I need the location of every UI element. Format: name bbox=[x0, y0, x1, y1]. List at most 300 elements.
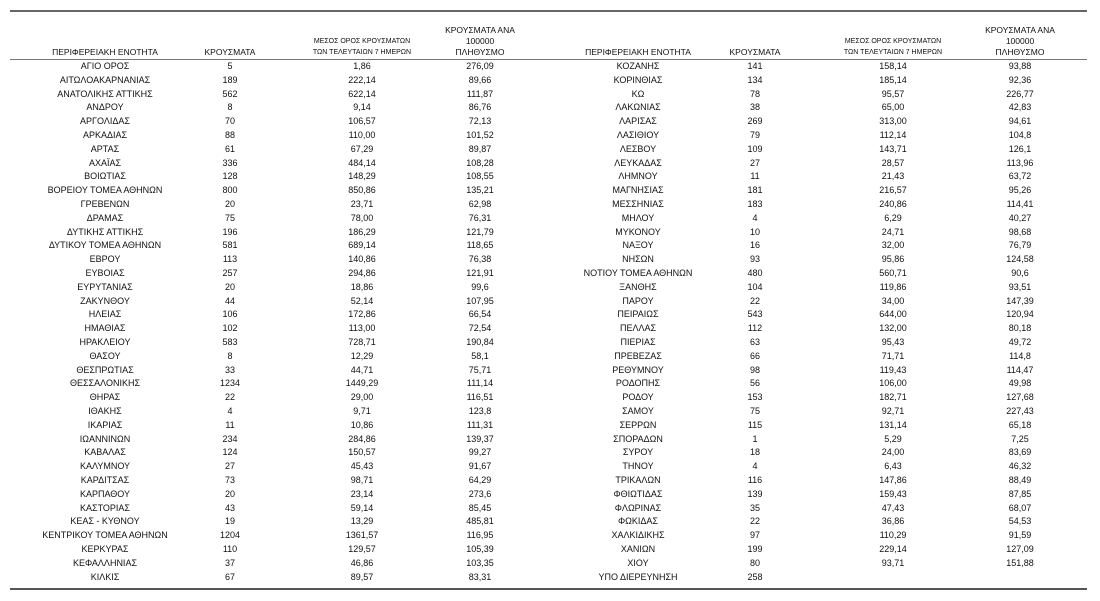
per100k-cell: 121,91 bbox=[466, 268, 494, 278]
region-cell: ΚΑΡΔΙΤΣΑΣ bbox=[80, 475, 130, 485]
per100k-cell: 99,27 bbox=[468, 447, 492, 458]
per100k-cell: 111,31 bbox=[466, 419, 494, 430]
per100k-cell: 103,35 bbox=[466, 557, 494, 568]
avg-cell: 92,71 bbox=[881, 406, 905, 416]
region-cell: ΚΟΖΑΝΗΣ bbox=[616, 61, 660, 71]
region-cell: ΜΥΚΟΝΟΥ bbox=[615, 226, 661, 237]
per100k-cell: 276,09 bbox=[466, 61, 494, 71]
avg-cell: 119,43 bbox=[879, 364, 907, 375]
table-row bbox=[0, 281, 1100, 295]
region-cell: ΚΕΡΚΥΡΑΣ bbox=[81, 544, 129, 554]
region-cell: ΚΙΛΚΙΣ bbox=[90, 571, 120, 582]
region-cell: ΦΛΩΡΙΝΑΣ bbox=[614, 502, 662, 513]
avg-cell: 6,43 bbox=[884, 461, 902, 472]
avg-cell: 147,86 bbox=[879, 475, 907, 485]
cases-cell: 16 bbox=[749, 240, 760, 251]
cases-cell: 20 bbox=[224, 281, 235, 292]
avg-cell: 59,14 bbox=[350, 502, 374, 513]
per100k-cell: 114,47 bbox=[1006, 364, 1034, 375]
cases-cell: 110 bbox=[222, 544, 238, 554]
cases-cell: 35 bbox=[749, 502, 760, 513]
avg-cell: 95,86 bbox=[881, 254, 905, 265]
per100k-cell: 116,95 bbox=[466, 530, 494, 541]
per100k-cell: 108,28 bbox=[466, 157, 494, 168]
region-cell: ΑΡΓΟΛΙΔΑΣ bbox=[80, 116, 130, 127]
cases-cell: 106 bbox=[222, 309, 238, 320]
region-cell: ΤΡΙΚΑΛΩΝ bbox=[615, 475, 661, 485]
table-row bbox=[0, 74, 1100, 88]
avg-cell: 36,86 bbox=[881, 516, 905, 527]
header-avg-right: ΜΕΣΟΣ ΟΡΟΣ ΚΡΟΥΣΜΑΤΩΝ ΤΩΝ ΤΕΛΕΥΤΑΙΩΝ 7 ΗΜΕΡΩΝ bbox=[843, 38, 943, 56]
header-cases-left: ΚΡΟΥΣΜΑΤΑ bbox=[204, 47, 256, 57]
region-cell: ΠΑΡΟΥ bbox=[622, 295, 654, 306]
region-cell: ΡΟΔΟΥ bbox=[622, 392, 654, 403]
avg-cell: 1361,57 bbox=[345, 530, 379, 541]
region-cell: ΠΕΙΡΑΙΩΣ bbox=[617, 309, 659, 320]
region-cell: ΗΛΕΙΑΣ bbox=[88, 309, 122, 320]
table-row bbox=[0, 198, 1100, 212]
region-cell: ΚΑΡΠΑΘΟΥ bbox=[79, 488, 131, 499]
cases-cell: 109 bbox=[747, 143, 763, 154]
header-cases-right: ΚΡΟΥΣΜΑΤΑ bbox=[729, 47, 781, 57]
avg-cell: 13,29 bbox=[350, 516, 374, 527]
table-row bbox=[0, 308, 1100, 322]
avg-cell: 150,57 bbox=[348, 447, 376, 458]
per100k-cell: 485,81 bbox=[466, 516, 494, 527]
cases-cell: 61 bbox=[224, 143, 235, 154]
avg-cell: 32,00 bbox=[881, 240, 905, 251]
avg-cell: 131,14 bbox=[879, 419, 907, 430]
cases-cell: 562 bbox=[222, 88, 238, 99]
header-per100k-right: ΚΡΟΥΣΜΑΤΑ ΑΝΑ 100000 ΠΛΗΘΥΣΜΟ bbox=[985, 25, 1055, 57]
cases-cell: 581 bbox=[222, 240, 238, 251]
table-row bbox=[0, 419, 1100, 433]
cases-cell: 181 bbox=[747, 185, 763, 196]
region-cell: ΚΑΒΑΛΑΣ bbox=[84, 447, 126, 458]
avg-cell: 6,29 bbox=[884, 212, 902, 223]
per100k-cell: 76,31 bbox=[468, 212, 492, 223]
cases-cell: 199 bbox=[747, 544, 763, 554]
per100k-cell: 101,52 bbox=[466, 130, 494, 140]
cases-cell: 196 bbox=[222, 226, 238, 237]
per100k-cell: 93,88 bbox=[1008, 61, 1032, 71]
region-cell: ΝΑΞΟΥ bbox=[622, 240, 654, 251]
avg-cell: 23,71 bbox=[350, 199, 374, 209]
cases-cell: 480 bbox=[747, 268, 763, 278]
per100k-cell: 151,88 bbox=[1006, 557, 1034, 568]
cases-cell: 800 bbox=[222, 185, 238, 196]
cases-cell: 33 bbox=[224, 364, 235, 375]
avg-cell: 24,71 bbox=[881, 226, 905, 237]
avg-cell: 24,00 bbox=[881, 447, 905, 458]
avg-cell: 112,14 bbox=[879, 130, 907, 140]
header-avg-left: ΜΕΣΟΣ ΟΡΟΣ ΚΡΟΥΣΜΑΤΩΝ ΤΩΝ ΤΕΛΕΥΤΑΙΩΝ 7 ΗΜΕΡΩΝ bbox=[312, 38, 412, 56]
cases-cell: 93 bbox=[749, 254, 760, 265]
cases-cell: 139 bbox=[747, 488, 763, 499]
table-row bbox=[0, 295, 1100, 309]
region-cell: ΘΑΣΟΥ bbox=[89, 350, 121, 361]
cases-cell: 124 bbox=[222, 447, 238, 458]
header-region-right: ΠΕΡΙΦΕΡΕΙΑΚΗ ΕΝΟΤΗΤΑ bbox=[585, 47, 691, 57]
region-cell: ΣΕΡΡΩΝ bbox=[619, 419, 657, 430]
table-row bbox=[0, 226, 1100, 240]
cases-cell: 5 bbox=[227, 61, 233, 71]
cases-cell: 27 bbox=[749, 157, 760, 168]
table-row bbox=[0, 184, 1100, 198]
avg-cell: 1449,29 bbox=[345, 378, 379, 389]
cases-cell: 234 bbox=[222, 433, 238, 444]
cases-cell: 104 bbox=[747, 281, 763, 292]
region-cell: ΧΙΟΥ bbox=[627, 557, 649, 568]
region-cell: ΕΒΡΟΥ bbox=[89, 254, 121, 265]
region-cell: ΚΕΑΣ - ΚΥΘΝΟΥ bbox=[70, 516, 140, 527]
table-row bbox=[0, 60, 1100, 74]
avg-cell: 240,86 bbox=[879, 199, 907, 209]
avg-cell: 23,14 bbox=[350, 488, 374, 499]
region-cell: ΛΑΡΙΣΑΣ bbox=[619, 116, 657, 127]
per100k-cell: 127,68 bbox=[1006, 392, 1034, 403]
cases-cell: 115 bbox=[747, 419, 763, 430]
cases-cell: 583 bbox=[222, 337, 238, 347]
table-row bbox=[0, 115, 1100, 129]
per100k-cell: 118,65 bbox=[466, 240, 494, 251]
cases-cell: 75 bbox=[224, 212, 235, 223]
region-cell: ΝΟΤΙΟΥ ΤΟΜΕΑ ΑΘΗΝΩΝ bbox=[583, 268, 693, 278]
per100k-cell: 46,32 bbox=[1008, 461, 1032, 472]
cases-cell: 22 bbox=[224, 392, 235, 403]
avg-cell: 143,71 bbox=[879, 143, 907, 154]
region-cell: ΦΘΙΩΤΙΔΑΣ bbox=[613, 488, 663, 499]
table-row bbox=[0, 336, 1100, 350]
header-per100k-left: ΚΡΟΥΣΜΑΤΑ ΑΝΑ 100000 ΠΛΗΘΥΣΜΟ bbox=[445, 25, 515, 57]
per100k-cell: 88,49 bbox=[1008, 475, 1032, 485]
region-cell: ΠΙΕΡΙΑΣ bbox=[620, 337, 656, 347]
region-cell: ΛΕΥΚΑΔΑΣ bbox=[614, 157, 662, 168]
region-cell: ΔΥΤΙΚΟΥ ΤΟΜΕΑ ΑΘΗΝΩΝ bbox=[48, 240, 162, 251]
region-cell: ΚΕΝΤΡΙΚΟΥ ΤΟΜΕΑ ΑΘΗΝΩΝ bbox=[42, 530, 168, 541]
per100k-cell: 99,6 bbox=[471, 281, 489, 292]
per100k-cell: 40,27 bbox=[1008, 212, 1032, 223]
cases-cell: 38 bbox=[749, 102, 760, 113]
table-row bbox=[0, 157, 1100, 171]
per100k-cell: 120,94 bbox=[1006, 309, 1034, 320]
cases-cell: 70 bbox=[224, 116, 235, 127]
region-cell: ΕΥΒΟΙΑΣ bbox=[85, 268, 125, 278]
cases-cell: 80 bbox=[749, 557, 760, 568]
table-row bbox=[0, 88, 1100, 102]
avg-cell: 294,86 bbox=[348, 268, 376, 278]
per100k-cell: 104,8 bbox=[1008, 130, 1032, 140]
table-row bbox=[0, 253, 1100, 267]
avg-cell: 46,86 bbox=[350, 557, 374, 568]
per100k-cell: 123,8 bbox=[468, 406, 492, 416]
region-cell: ΜΕΣΣΗΝΙΑΣ bbox=[612, 199, 664, 209]
cases-cell: 112 bbox=[747, 323, 763, 334]
avg-cell: 110,00 bbox=[348, 130, 376, 140]
cases-cell: 10 bbox=[749, 226, 760, 237]
avg-cell: 129,57 bbox=[348, 544, 376, 554]
avg-cell: 644,00 bbox=[879, 309, 907, 320]
top-rule bbox=[10, 10, 1087, 12]
avg-cell: 313,00 bbox=[879, 116, 907, 127]
per100k-cell: 108,55 bbox=[466, 171, 494, 182]
cases-cell: 19 bbox=[224, 516, 235, 527]
cases-cell: 20 bbox=[224, 199, 235, 209]
region-cell: ΔΥΤΙΚΗΣ ΑΤΤΙΚΗΣ bbox=[66, 226, 144, 237]
region-cell: ΙΚΑΡΙΑΣ bbox=[87, 419, 123, 430]
per100k-cell: 80,18 bbox=[1008, 323, 1032, 334]
cases-cell: 8 bbox=[227, 350, 233, 361]
cases-cell: 63 bbox=[749, 337, 760, 347]
per100k-cell: 65,18 bbox=[1008, 419, 1032, 430]
cases-cell: 257 bbox=[222, 268, 238, 278]
avg-cell: 185,14 bbox=[879, 74, 907, 85]
per100k-cell: 76,79 bbox=[1008, 240, 1032, 251]
cases-cell: 11 bbox=[750, 171, 760, 182]
per100k-cell: 62,98 bbox=[468, 199, 492, 209]
cases-cell: 116 bbox=[747, 475, 763, 485]
avg-cell: 98,71 bbox=[350, 475, 374, 485]
avg-cell: 67,29 bbox=[350, 143, 374, 154]
per100k-cell: 226,77 bbox=[1006, 88, 1034, 99]
per100k-cell: 75,71 bbox=[468, 364, 492, 375]
table-row bbox=[0, 405, 1100, 419]
avg-cell: 29,00 bbox=[350, 392, 374, 403]
per100k-cell: 114,41 bbox=[1006, 199, 1034, 209]
cases-cell: 11 bbox=[225, 419, 235, 430]
avg-cell: 182,71 bbox=[879, 392, 907, 403]
per100k-cell: 94,61 bbox=[1008, 116, 1032, 127]
per100k-cell: 7,25 bbox=[1011, 433, 1029, 444]
per100k-cell: 90,6 bbox=[1011, 268, 1029, 278]
region-cell: ΣΠΟΡΑΔΩΝ bbox=[613, 433, 663, 444]
cases-cell: 44 bbox=[224, 295, 235, 306]
avg-cell: 18,86 bbox=[350, 281, 374, 292]
avg-cell: 132,00 bbox=[879, 323, 907, 334]
per100k-cell: 72,54 bbox=[468, 323, 492, 334]
per100k-cell: 76,38 bbox=[468, 254, 492, 265]
table-row bbox=[0, 267, 1100, 281]
per100k-cell: 54,53 bbox=[1008, 516, 1032, 527]
cases-cell: 102 bbox=[222, 323, 238, 334]
region-cell: ΛΑΚΩΝΙΑΣ bbox=[615, 102, 661, 113]
avg-cell: 148,29 bbox=[348, 171, 376, 182]
cases-cell: 128 bbox=[222, 171, 238, 182]
region-cell: ΙΘΑΚΗΣ bbox=[88, 406, 122, 416]
region-cell: ΛΗΜΝΟΥ bbox=[618, 171, 658, 182]
cases-cell: 37 bbox=[224, 557, 235, 568]
avg-cell: 34,00 bbox=[881, 295, 905, 306]
cases-cell: 78 bbox=[749, 88, 760, 99]
per100k-cell: 92,36 bbox=[1008, 74, 1032, 85]
region-cell: ΠΕΛΛΑΣ bbox=[619, 323, 657, 334]
cases-cell: 4 bbox=[752, 212, 758, 223]
avg-cell: 222,14 bbox=[348, 74, 376, 85]
region-cell: ΑΡΤΑΣ bbox=[90, 143, 120, 154]
avg-cell: 65,00 bbox=[881, 102, 905, 113]
per100k-cell: 98,68 bbox=[1008, 226, 1032, 237]
avg-cell: 9,14 bbox=[353, 102, 371, 113]
table-row bbox=[0, 212, 1100, 226]
cases-cell: 153 bbox=[747, 392, 763, 403]
avg-cell: 95,57 bbox=[881, 88, 905, 99]
region-cell: ΗΡΑΚΛΕΙΟΥ bbox=[79, 337, 131, 347]
per100k-cell: 227,43 bbox=[1006, 406, 1034, 416]
cases-cell: 56 bbox=[749, 378, 760, 389]
region-cell: ΒΟΙΩΤΙΑΣ bbox=[84, 171, 126, 182]
per100k-cell: 113,96 bbox=[1006, 157, 1034, 168]
cases-cell: 1 bbox=[752, 433, 758, 444]
avg-cell: 44,71 bbox=[350, 364, 374, 375]
avg-cell: 1,86 bbox=[353, 61, 371, 71]
avg-cell: 186,29 bbox=[348, 226, 376, 237]
cases-cell: 4 bbox=[752, 461, 758, 472]
table-row bbox=[0, 460, 1100, 474]
per100k-cell: 111,87 bbox=[466, 88, 494, 99]
region-cell: ΥΠΟ ΔΙΕΡΕΥΝΗΣΗ bbox=[598, 571, 678, 582]
per100k-cell: 111,14 bbox=[466, 378, 494, 389]
cases-cell: 8 bbox=[227, 102, 233, 113]
cases-cell: 1234 bbox=[219, 378, 241, 389]
header-region-left: ΠΕΡΙΦΕΡΕΙΑΚΗ ΕΝΟΤΗΤΑ bbox=[52, 47, 158, 57]
region-cell: ΘΕΣΣΑΛΟΝΙΚΗΣ bbox=[69, 378, 141, 389]
region-cell: ΛΑΣΙΘΙΟΥ bbox=[616, 130, 660, 140]
region-cell: ΑΧΑΪΑΣ bbox=[88, 157, 122, 168]
per100k-cell: 114,8 bbox=[1009, 350, 1031, 361]
region-cell: ΧΑΝΙΩΝ bbox=[620, 544, 656, 554]
per100k-cell: 72,13 bbox=[468, 116, 492, 127]
cases-cell: 97 bbox=[749, 530, 760, 541]
table-row bbox=[0, 101, 1100, 115]
region-cell: ΑΡΚΑΔΙΑΣ bbox=[82, 130, 128, 140]
table-row bbox=[0, 446, 1100, 460]
cases-cell: 88 bbox=[224, 130, 235, 140]
avg-cell: 172,86 bbox=[348, 309, 376, 320]
avg-cell: 71,71 bbox=[881, 350, 905, 361]
avg-cell: 45,43 bbox=[350, 461, 374, 472]
avg-cell: 158,14 bbox=[879, 61, 907, 71]
per100k-cell: 68,07 bbox=[1008, 502, 1032, 513]
avg-cell: 622,14 bbox=[348, 88, 376, 99]
per100k-cell: 89,87 bbox=[468, 143, 492, 154]
per100k-cell: 66,54 bbox=[468, 309, 492, 320]
avg-cell: 106,57 bbox=[348, 116, 376, 127]
region-cell: ΚΟΡΙΝΘΙΑΣ bbox=[613, 74, 663, 85]
region-cell: ΡΕΘΥΜΝΟΥ bbox=[612, 364, 664, 375]
region-cell: ΜΗΛΟΥ bbox=[621, 212, 655, 223]
table-row bbox=[0, 488, 1100, 502]
region-cell: ΖΑΚΥΝΘΟΥ bbox=[80, 295, 130, 306]
region-cell: ΡΟΔΟΠΗΣ bbox=[615, 378, 661, 389]
table-row bbox=[0, 433, 1100, 447]
avg-cell: 229,14 bbox=[879, 544, 907, 554]
avg-cell: 21,43 bbox=[881, 171, 905, 182]
per100k-cell: 49,98 bbox=[1008, 378, 1032, 389]
per100k-cell: 95,26 bbox=[1008, 185, 1032, 196]
table-row bbox=[0, 129, 1100, 143]
cases-cell: 18 bbox=[749, 447, 760, 458]
cases-cell: 113 bbox=[222, 254, 238, 265]
per100k-cell: 86,76 bbox=[468, 102, 492, 113]
cases-cell: 98 bbox=[749, 364, 760, 375]
cases-cell: 269 bbox=[747, 116, 763, 127]
region-cell: ΒΟΡΕΙΟΥ ΤΟΜΕΑ ΑΘΗΝΩΝ bbox=[47, 185, 163, 196]
table-row bbox=[0, 474, 1100, 488]
cases-cell: 66 bbox=[749, 350, 760, 361]
cases-cell: 141 bbox=[747, 61, 763, 71]
region-cell: ΘΕΣΠΡΩΤΙΑΣ bbox=[76, 364, 134, 375]
bottom-rule bbox=[10, 588, 1087, 590]
region-cell: ΑΓΙΟ ΟΡΟΣ bbox=[80, 61, 130, 71]
table-row bbox=[0, 515, 1100, 529]
cases-cell: 1204 bbox=[219, 530, 241, 541]
avg-cell: 110,29 bbox=[879, 530, 907, 541]
table-row bbox=[0, 364, 1100, 378]
region-cell: ΝΗΣΩΝ bbox=[622, 254, 654, 265]
region-cell: ΤΗΝΟΥ bbox=[622, 461, 654, 472]
cases-cell: 20 bbox=[224, 488, 235, 499]
region-cell: ΜΑΓΝΗΣΙΑΣ bbox=[612, 185, 664, 196]
avg-cell: 10,86 bbox=[350, 419, 374, 430]
table-row bbox=[0, 239, 1100, 253]
region-cell: ΚΕΦΑΛΛΗΝΙΑΣ bbox=[72, 557, 138, 568]
avg-cell: 12,29 bbox=[350, 350, 374, 361]
avg-cell: 52,14 bbox=[350, 295, 374, 306]
per100k-cell: 58,1 bbox=[471, 350, 489, 361]
cases-cell: 43 bbox=[224, 502, 235, 513]
region-cell: ΑΙΤΩΛΟΑΚΑΡΝΑΝΙΑΣ bbox=[59, 74, 151, 85]
table-row bbox=[0, 322, 1100, 336]
per100k-cell: 42,83 bbox=[1008, 102, 1032, 113]
region-cell: ΙΩΑΝΝΙΝΩΝ bbox=[79, 433, 131, 444]
table-row bbox=[0, 350, 1100, 364]
region-cell: ΑΝΔΡΟΥ bbox=[86, 102, 124, 113]
region-cell: ΔΡΑΜΑΣ bbox=[86, 212, 124, 223]
cases-cell: 79 bbox=[749, 130, 760, 140]
avg-cell: 78,00 bbox=[350, 212, 374, 223]
avg-cell: 89,57 bbox=[350, 571, 374, 582]
region-cell: ΚΑΣΤΟΡΙΑΣ bbox=[80, 502, 130, 513]
per100k-cell: 105,39 bbox=[466, 544, 494, 554]
per100k-cell: 126,1 bbox=[1008, 143, 1032, 154]
per100k-cell: 93,51 bbox=[1008, 281, 1032, 292]
per100k-cell: 83,69 bbox=[1008, 447, 1032, 458]
avg-cell: 140,86 bbox=[348, 254, 376, 265]
per100k-cell: 147,39 bbox=[1006, 295, 1034, 306]
avg-cell: 850,86 bbox=[348, 185, 376, 196]
per100k-cell: 49,72 bbox=[1008, 337, 1032, 347]
table-row bbox=[0, 571, 1100, 585]
per100k-cell: 273,6 bbox=[468, 488, 492, 499]
per100k-cell: 107,95 bbox=[466, 295, 494, 306]
cases-cell: 258 bbox=[747, 571, 763, 582]
table-row bbox=[0, 557, 1100, 571]
avg-cell: 119,86 bbox=[879, 281, 907, 292]
region-cell: ΗΜΑΘΙΑΣ bbox=[84, 323, 126, 334]
per100k-cell: 135,21 bbox=[466, 185, 494, 196]
per100k-cell: 116,51 bbox=[466, 392, 494, 403]
avg-cell: 484,14 bbox=[348, 157, 376, 168]
region-cell: ΚΩ bbox=[631, 88, 645, 99]
table-row bbox=[0, 543, 1100, 557]
cases-cell: 134 bbox=[747, 74, 763, 85]
region-cell: ΠΡΕΒΕΖΑΣ bbox=[614, 350, 662, 361]
avg-cell: 5,29 bbox=[884, 433, 902, 444]
cases-cell: 4 bbox=[227, 406, 233, 416]
per100k-cell: 91,59 bbox=[1008, 530, 1032, 541]
per100k-cell: 139,37 bbox=[466, 433, 494, 444]
avg-cell: 159,43 bbox=[879, 488, 907, 499]
